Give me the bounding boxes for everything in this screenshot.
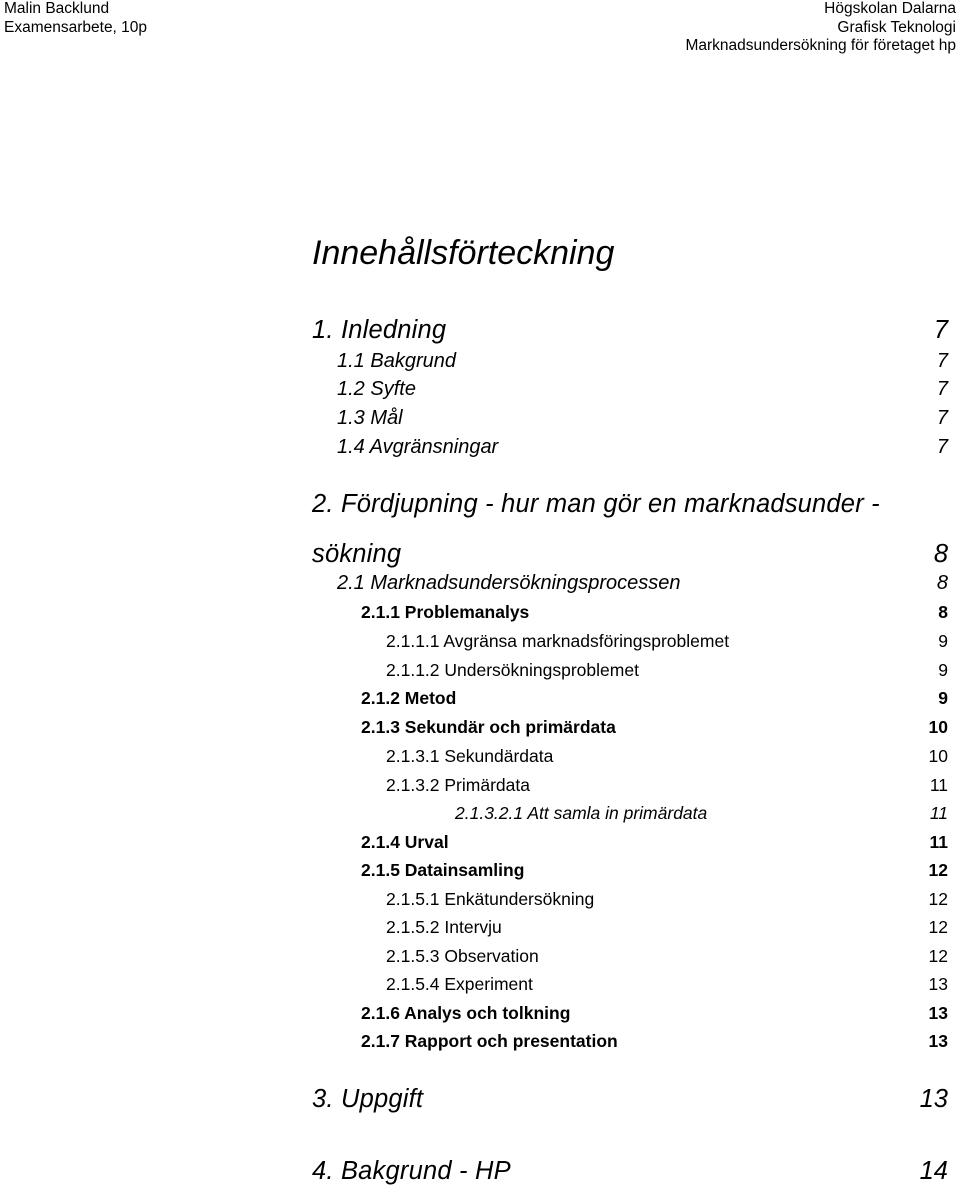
toc-entry-page: 7 (933, 316, 948, 344)
toc-entry-1-3 (0, 407, 960, 435)
toc-entry-page: 13 (919, 1085, 948, 1113)
toc-entry-page: 12 (928, 917, 948, 937)
toc-entry-3 (0, 1085, 960, 1113)
toc-entry-page: 7 (936, 378, 948, 400)
toc-entry-page: 11 (929, 775, 948, 795)
page-header-right (685, 0, 956, 56)
header-program: Grafisk Teknologi (837, 18, 956, 36)
toc-entry-label: 1.2 Syfte (337, 378, 416, 400)
toc-entry-2-1-3-1 (0, 746, 960, 774)
toc-entry-label: 1.3 Mål (337, 407, 403, 429)
toc-entry-label: 2.1.5.2 Intervju (386, 917, 502, 937)
toc-entry-page: 7 (936, 436, 948, 458)
toc-entry-label: 2.1.3.2 Primärdata (386, 775, 530, 795)
toc-entry-page: 8 (933, 540, 948, 568)
toc-entry-1-1 (0, 350, 960, 378)
toc-entry-label: 1.4 Avgränsningar (337, 436, 499, 458)
toc-entry-label: 2.1.1.1 Avgränsa marknadsföringsproblemet (386, 631, 730, 651)
toc-entry-label: 2.1 Marknadsundersökningsprocessen (337, 572, 681, 594)
header-subject: Marknadsundersökning för företaget hp (685, 37, 956, 54)
toc-entry-label: 2.1.3.2.1 Att samla in primärdata (455, 803, 708, 823)
toc-entry-2-1-1 (0, 602, 960, 630)
toc-entry-page: 7 (936, 407, 948, 429)
toc-entry-page: 11 (929, 832, 948, 852)
toc-entry-label: 2.1.3.1 Sekundärdata (386, 746, 554, 766)
toc-entry-2-1-6 (0, 1003, 960, 1031)
toc-entry-label: 1. Inledning (312, 316, 447, 344)
toc-title: Innehållsförteckning (312, 234, 615, 272)
toc-entry-label: 3. Uppgift (312, 1085, 424, 1113)
toc-entry-2-1-1-2 (0, 660, 960, 688)
toc-entry-label: sökning (312, 540, 402, 568)
toc-entry-2-1-1-1 (0, 631, 960, 659)
toc-entry-2-1-7 (0, 1031, 960, 1059)
toc-entry-page: 13 (928, 1003, 948, 1023)
toc-entry-2-1-3 (0, 717, 960, 745)
toc-entry-2-1-5-3 (0, 946, 960, 974)
header-school: Högskolan Dalarna (824, 0, 956, 17)
toc-entry-label: 2.1.7 Rapport och presentation (361, 1031, 618, 1051)
toc-entry-page: 12 (928, 889, 948, 909)
toc-entry-2-1-5-4 (0, 974, 960, 1002)
toc-entry-page: 14 (919, 1157, 948, 1185)
toc-entry-label: 2.1.2 Metod (361, 688, 457, 708)
toc-entry-1-2 (0, 378, 960, 406)
toc-entry-2 (0, 490, 960, 518)
toc-entry-2-1-5 (0, 860, 960, 888)
toc-entry-page: 8 (938, 602, 948, 622)
toc-entry-2-1-3-2 (0, 775, 960, 803)
toc-entry-page: 11 (929, 803, 948, 823)
toc-entry-page: 13 (928, 1031, 948, 1051)
toc-entry-page: 13 (928, 974, 948, 994)
toc-entry-4 (0, 1157, 960, 1185)
toc-entry-page: 9 (938, 688, 948, 708)
toc-entry-label: 2. Fördjupning - hur man gör en marknadsunder - (312, 490, 880, 518)
toc-entry-2-1-3-2-1 (0, 803, 960, 831)
toc-entry-page: 10 (928, 717, 948, 737)
toc-entry-label: 2.1.5 Datainsamling (361, 860, 525, 880)
header-author: Malin Backlund (4, 0, 110, 17)
toc-entry-2-1-2 (0, 688, 960, 716)
toc-entry-page: 8 (936, 572, 948, 594)
toc-entry-page: 9 (938, 660, 948, 680)
toc-entry-page: 7 (936, 350, 948, 372)
toc-entry-label: 2.1.1.2 Undersökningsproblemet (386, 660, 639, 680)
toc-entry-label: 1.1 Bakgrund (337, 350, 456, 372)
toc-entry-label: 2.1.5.1 Enkätundersökning (386, 889, 595, 909)
toc-entry-2-1-4 (0, 832, 960, 860)
toc-entry-2-1-5-2 (0, 917, 960, 945)
toc-entry-page: 12 (928, 860, 948, 880)
toc-entry-label: 2.1.4 Urval (361, 832, 449, 852)
toc-entry-label: 2.1.5.3 Observation (386, 946, 539, 966)
toc-entry-2-cont (0, 540, 960, 568)
toc-entry-label: 2.1.3 Sekundär och primärdata (361, 717, 616, 737)
toc-entry-page: 12 (928, 946, 948, 966)
toc-entry-label: 2.1.1 Problemanalys (361, 602, 530, 622)
toc-entry-2-1 (0, 572, 960, 600)
header-course: Examensarbete, 10p (4, 18, 148, 36)
toc-entry-label: 2.1.6 Analys och tolkning (361, 1003, 571, 1023)
toc-entry-1 (0, 316, 960, 344)
toc-entry-label: 4. Bakgrund - HP (312, 1157, 511, 1185)
toc-entry-page: 10 (928, 746, 948, 766)
page-header-left (4, 0, 147, 37)
toc-entry-1-4 (0, 436, 960, 464)
toc-entry-page: 9 (938, 631, 948, 651)
toc-entry-2-1-5-1 (0, 889, 960, 917)
toc-entry-label: 2.1.5.4 Experiment (386, 974, 533, 994)
